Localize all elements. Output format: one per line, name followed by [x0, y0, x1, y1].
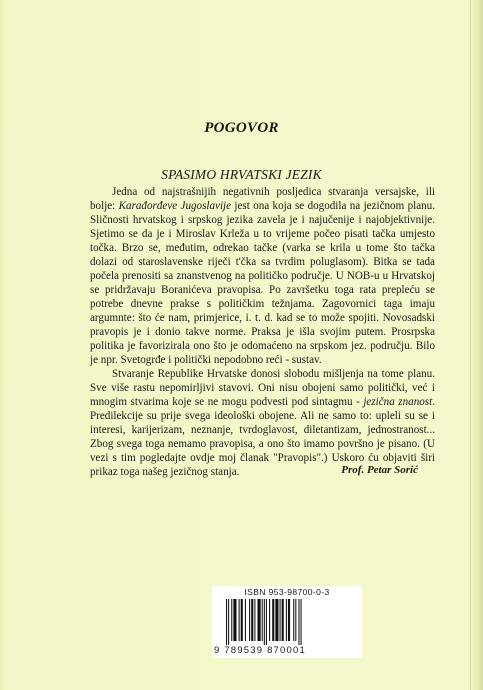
barcode-bar: [301, 599, 302, 645]
barcode-bar: [295, 599, 296, 641]
afterword-text: [90, 185, 435, 479]
barcode-number: 9 789539 870001: [214, 645, 306, 656]
barcode-bar: [280, 599, 281, 641]
text-run: Stvaranje Republike Hrvatske donosi slobodu mišljenja na tome planu. Sve više rastu nepomirljivi stavovi. Oni nisu obojeni samo politički, već i mnogim stvarima koje se ne mogu podvesti pod sintagmu -: [90, 368, 435, 408]
isbn-label: ISBN 953-98700-0-3: [244, 587, 330, 597]
isbn-barcode: [212, 586, 362, 658]
barcode-bar: [282, 599, 284, 641]
barcode-bar: [254, 599, 255, 641]
barcode-bar: [266, 599, 267, 645]
italic-phrase: jezična znanost: [363, 396, 433, 408]
barcode-bar: [251, 599, 253, 641]
barcode-bar: [298, 599, 299, 645]
barcode-bar: [231, 599, 232, 641]
barcode-bars: [226, 599, 354, 645]
barcode-bar: [239, 599, 240, 641]
section-subtitle: SPASIMO HRVATSKI JEZIK: [161, 167, 322, 182]
barcode-bar: [226, 599, 227, 645]
barcode-bar: [262, 599, 263, 641]
barcode-bar: [269, 599, 270, 641]
barcode-bar: [228, 599, 229, 645]
barcode-bar: [272, 599, 274, 641]
barcode-bar: [275, 599, 278, 641]
paragraph-1: [90, 185, 435, 367]
spine-fold-line: [470, 0, 471, 690]
barcode-bar: [286, 599, 287, 641]
text-run: Jedna od najstrašnijih negativnih posljedica stvaranja versajske, ili bolje:: [90, 186, 435, 212]
author-signature: Prof. Petar Sorić: [341, 464, 418, 476]
paragraph-2: [90, 367, 435, 479]
page-title: POGOVOR: [204, 120, 279, 136]
italic-phrase: Karađorđeve Jugoslavije: [118, 200, 232, 212]
barcode-bar: [241, 599, 243, 641]
barcode-bar: [245, 599, 246, 641]
barcode-bar: [249, 599, 250, 641]
barcode-bar: [233, 599, 236, 641]
barcode-bar: [293, 599, 294, 641]
text-run: . Predilekcije su prije svega ideološki obojene. Ali ne samo to: upleli su se i interesi, karijerizam, neznanje, tvrdoglavost, diletantizam, jednostranost... Zbog svega toga nemamo pravopisa, a ono što imamo površno je pisano. (U vezi s tim pogledajte ovdje moj članak "Pravopis".) Uskoro ću objaviti širi prikaz toga našeg jezičnog stanja.: [90, 396, 435, 478]
barcode-bar: [264, 599, 265, 645]
barcode-bar: [258, 599, 261, 641]
text-run: jest ona koja se dogodila na jezičnom planu. Sličnosti hrvatskog i srpskog jezika zavela je i najučenije i najobjektivnije. Sjetimo se da je i Miroslav Krleža u to vrijeme počeo pisati tačka umjesto točka. Brzo se, međutim, odrekao tačke (varka se krila u tome što tačka dolazi od staroslavenske riječi t'čka sa tvrdim poluglasom). Bitka se tada počela prenositi sa znanstvenog na političko područje. U NOB-u u Hrvatskoj se pridržavaju Boranićeva pravopisa. Po završetku toga rata prepleću se potrebe dnevne prakse s političkim težnjama. Zagovornici taga imaju argumnte: što će nam, primjerice, i. t. d. kad se to može spojiti. Novosadski pravopis je i donio takve norme. Praksa je išla svojim putem. Prosrpska politika je favorizirala ono što je odomaćeno na srpskom jez. području. Bilo je npr. Svetogrđe i politički nepodobno reći - sustav.: [90, 200, 435, 366]
barcode-bar: [288, 599, 290, 641]
